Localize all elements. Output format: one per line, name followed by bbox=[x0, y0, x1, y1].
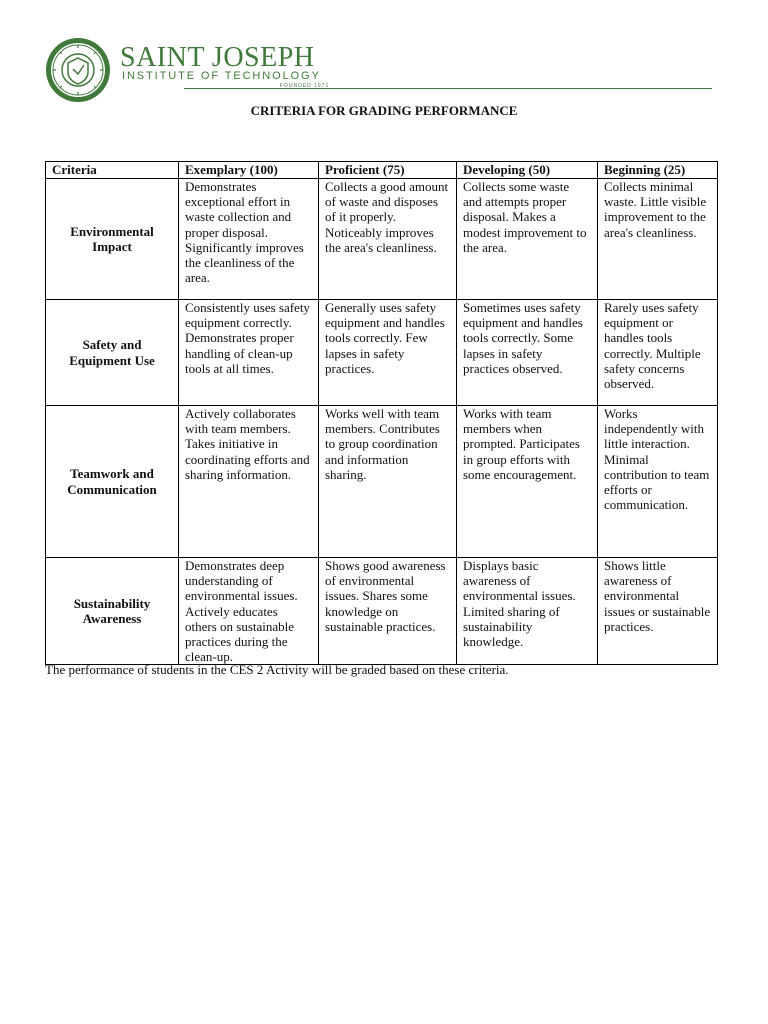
rubric-cell: Shows little awareness of environmental issues or sustainable practices. bbox=[598, 558, 718, 665]
table-header-row bbox=[46, 162, 718, 179]
rubric-cell: Collects minimal waste. Little visible improvement to the area's cleanliness. bbox=[598, 179, 718, 300]
table-row bbox=[46, 406, 718, 558]
rubric-cell: Collects a good amount of waste and disposes of it properly. Noticeably improves the area's cleanliness. bbox=[319, 179, 457, 300]
table-row bbox=[46, 558, 718, 665]
column-header-exemplary: Exemplary (100) bbox=[179, 162, 319, 179]
rubric-cell: Works independently with little interaction. Minimal contribution to team efforts or communication. bbox=[598, 406, 718, 558]
rubric-cell: Actively collaborates with team members. Takes initiative in coordinating efforts and sharing information. bbox=[179, 406, 319, 558]
rubric-cell: Shows good awareness of environmental issues. Shares some knowledge on sustainable practices. bbox=[319, 558, 457, 665]
criterion-label: Environmental Impact bbox=[46, 179, 179, 300]
table-row bbox=[46, 300, 718, 406]
column-header-developing: Developing (50) bbox=[457, 162, 598, 179]
document-title: CRITERIA FOR GRADING PERFORMANCE bbox=[250, 103, 518, 118]
rubric-cell: Sometimes uses safety equipment and handles tools correctly. Some lapses in safety practices observed. bbox=[457, 300, 598, 406]
grading-rubric-table bbox=[45, 161, 718, 665]
letterhead bbox=[44, 36, 714, 100]
header-divider bbox=[184, 88, 712, 89]
organization-subtitle: INSTITUTE OF TECHNOLOGY bbox=[122, 70, 321, 82]
school-seal-icon bbox=[44, 36, 112, 104]
column-header-proficient: Proficient (75) bbox=[319, 162, 457, 179]
column-header-beginning: Beginning (25) bbox=[598, 162, 718, 179]
rubric-cell: Demonstrates exceptional effort in waste collection and proper disposal. Significantly improves the cleanliness of the area. bbox=[179, 179, 319, 300]
rubric-cell: Collects some waste and attempts proper disposal. Makes a modest improvement to the area. bbox=[457, 179, 598, 300]
rubric-cell: Consistently uses safety equipment correctly. Demonstrates proper handling of clean-up tools at all times. bbox=[179, 300, 319, 406]
rubric-cell: Rarely uses safety equipment or handles tools correctly. Multiple safety concerns observed. bbox=[598, 300, 718, 406]
rubric-cell: Displays basic awareness of environmental issues. Limited sharing of sustainability knowledge. bbox=[457, 558, 598, 665]
column-header-criteria: Criteria bbox=[46, 162, 179, 179]
criterion-label: Teamwork and Communication bbox=[46, 406, 179, 558]
rubric-cell: Generally uses safety equipment and handles tools correctly. Few lapses in safety practices. bbox=[319, 300, 457, 406]
grading-note: The performance of students in the CES 2 Activity will be graded based on these criteria. bbox=[45, 662, 509, 677]
table-row bbox=[46, 179, 718, 300]
criterion-label: Sustainability Awareness bbox=[46, 558, 179, 665]
criterion-label: Safety and Equipment Use bbox=[46, 300, 179, 406]
rubric-cell: Demonstrates deep understanding of environmental issues. Actively educates others on sustainable practices during the clean-up. bbox=[179, 558, 319, 665]
rubric-cell: Works well with team members. Contributes to group coordination and information sharing. bbox=[319, 406, 457, 558]
organization-name: SAINT JOSEPH bbox=[120, 42, 315, 73]
rubric-cell: Works with team members when prompted. Participates in group efforts with some encouragement. bbox=[457, 406, 598, 558]
founded-label: FOUNDED 1971 bbox=[280, 83, 330, 89]
